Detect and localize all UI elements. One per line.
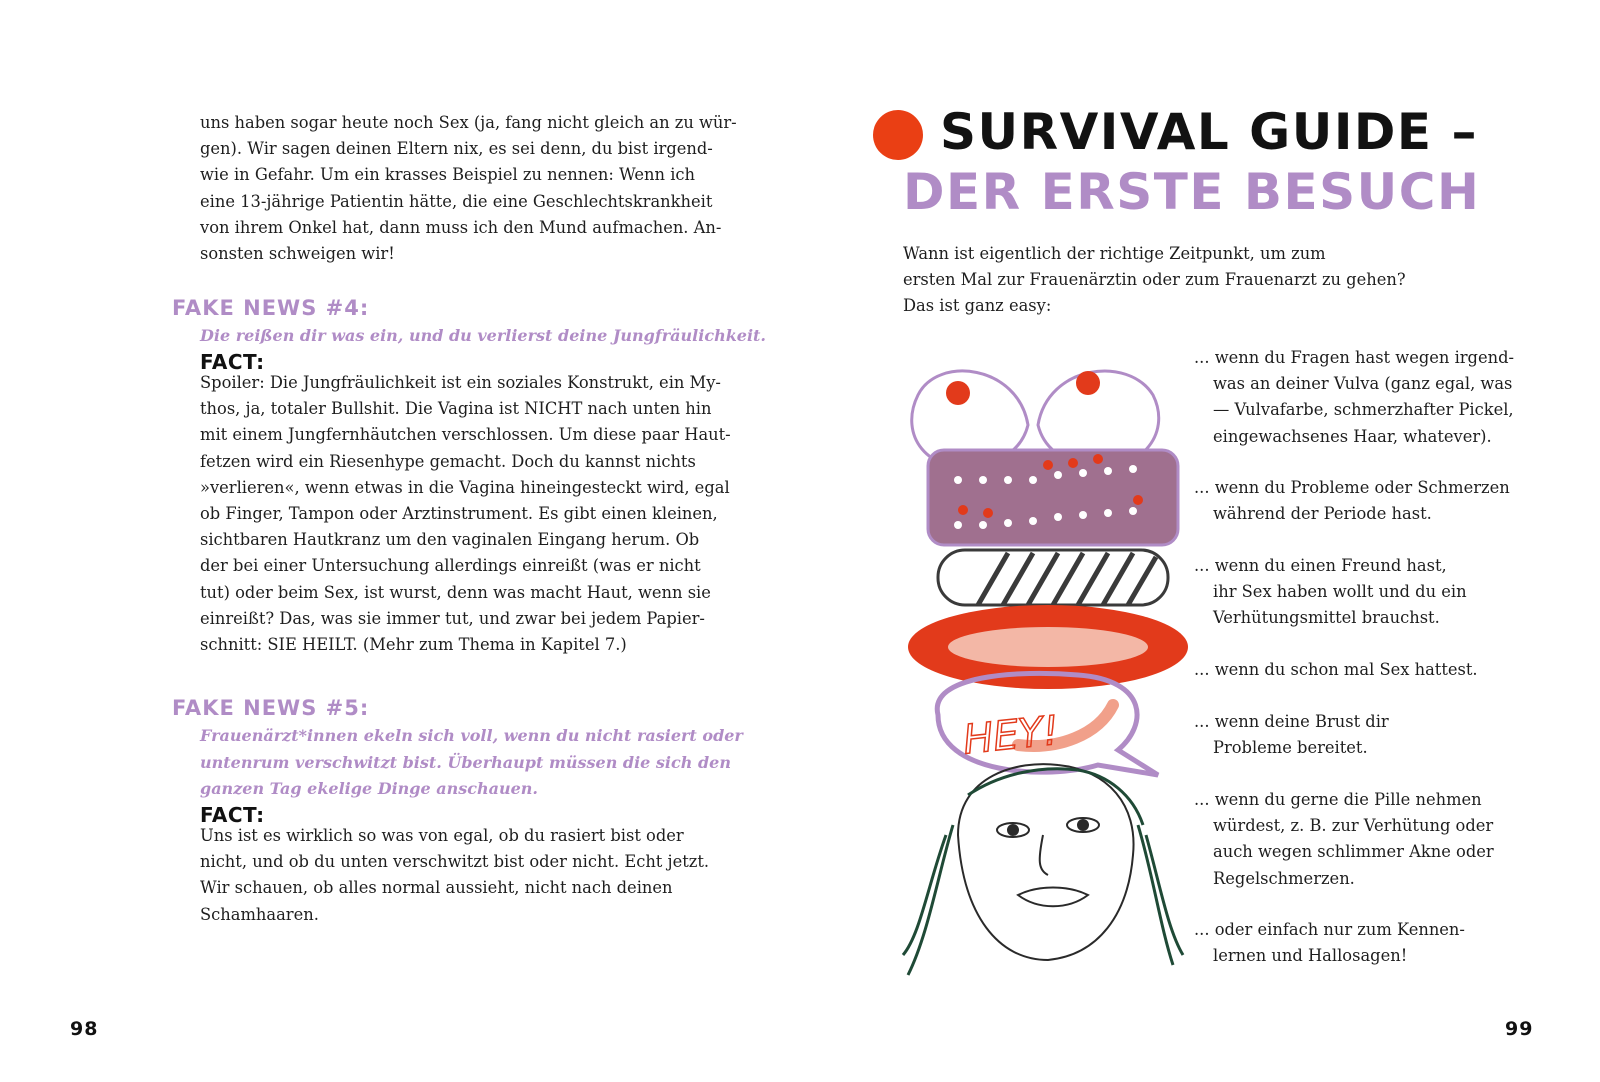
list-line: was an deiner Vulva (ganz egal, was	[1213, 374, 1513, 394]
fake-news-5-heading: FAKE NEWS #5:	[172, 696, 370, 720]
list-line: ... wenn du einen Freund hast,	[1194, 556, 1447, 575]
list-line: ... wenn du schon mal Sex hattest.	[1194, 660, 1478, 679]
face-features	[997, 818, 1099, 906]
page-number-left: 98	[70, 1018, 99, 1040]
illustration-hey-label: HEY!	[960, 707, 1062, 764]
nipple-shape	[1076, 371, 1100, 395]
text-line: nicht, und ob du unten verschwitzt bist oder nicht. Echt jetzt.	[200, 852, 710, 872]
vulva-inner-shape	[948, 627, 1148, 667]
text-line: »verlieren«, wenn etwas in die Vagina hineingesteckt wird, egal	[200, 477, 730, 497]
text-line: fetzen wird ein Riesenhype gemacht. Doch du kannst nichts	[200, 451, 696, 471]
text-line: gen). Wir sagen deinen Eltern nix, es sei denn, du bist irgend-	[200, 139, 713, 159]
title-dot-icon	[873, 110, 923, 160]
page-number-right: 99	[1505, 1018, 1534, 1040]
list-line: Regelschmerzen.	[1213, 868, 1355, 888]
text-line: Das ist ganz easy:	[903, 296, 1052, 316]
list-line: ... wenn du Probleme oder Schmerzen	[1194, 478, 1510, 497]
text-line: wie in Gefahr. Um ein krasses Beispiel zu nennen: Wenn ich	[200, 165, 696, 185]
fact-5-label: FACT:	[200, 803, 265, 827]
claim-line: Frauenärzt*innen ekeln sich voll, wenn du nicht rasiert oder	[200, 726, 743, 745]
text-line: sichtbaren Hautkranz um den vaginalen Eingang herum. Ob	[200, 530, 700, 550]
fake-news-4-claim	[200, 323, 766, 350]
face-outline-shape	[958, 764, 1134, 960]
list-line: würdest, z. B. zur Verhütung oder	[1213, 816, 1494, 836]
text-line: Wir schauen, ob alles normal aussieht, nicht nach deinen	[200, 878, 673, 898]
claim-line: Die reißen dir was ein, und du verlierst deine Jungfräulichkeit.	[200, 326, 766, 345]
list-line: Probleme bereitet.	[1213, 738, 1368, 758]
text-line: Spoiler: Die Jungfräulichkeit ist ein soziales Konstrukt, ein My-	[200, 373, 721, 392]
page-title-line2: DER ERSTE BESUCH	[903, 163, 1481, 221]
text-line: einreißt? Das, was sie immer tut, und zwar bei jedem Papier-	[200, 608, 705, 628]
list-line: während der Periode hast.	[1213, 504, 1432, 524]
list-line: — Vulvafarbe, schmerzhafter Pickel,	[1213, 400, 1514, 420]
page-title-line1: SURVIVAL GUIDE –	[940, 103, 1478, 161]
text-line: eine 13-jährige Patientin hätte, die eine Geschlechtskrankheit	[200, 191, 713, 211]
text-line: schnitt: SIE HEILT. (Mehr zum Thema in Kapitel 7.)	[200, 635, 627, 655]
text-line: sonsten schweigen wir!	[200, 244, 395, 264]
fact-4-paragraph	[200, 370, 731, 658]
list-line: eingewachsenes Haar, whatever).	[1213, 426, 1492, 446]
list-item	[1194, 917, 1465, 969]
text-line: mit einem Jungfernhäutchen verschlossen. Um diese paar Haut-	[200, 425, 731, 445]
text-line: uns haben sogar heute noch Sex (ja, fang nicht gleich an zu wür-	[200, 113, 737, 132]
list-line: ... oder einfach nur zum Kennen-	[1194, 920, 1465, 939]
list-item	[1194, 553, 1467, 632]
fake-news-4-heading: FAKE NEWS #4:	[172, 296, 370, 320]
nipple-shape	[946, 381, 970, 405]
list-line: auch wegen schlimmer Akne oder	[1213, 842, 1494, 862]
text-line: thos, ja, totaler Bullshit. Die Vagina ist NICHT nach unten hin	[200, 399, 712, 419]
list-line: ihr Sex haben wollt und du ein	[1213, 582, 1467, 602]
text-line: ob Finger, Tampon oder Arztinstrument. Es gibt einen kleinen,	[200, 504, 718, 524]
intro-paragraph	[200, 110, 737, 267]
list-item	[1194, 345, 1514, 450]
text-line: Wann ist eigentlich der richtige Zeitpunkt, um zum	[903, 244, 1326, 263]
list-line: Verhütungsmittel brauchst.	[1213, 608, 1440, 628]
illustration	[898, 355, 1188, 985]
text-line: ersten Mal zur Frauenärztin oder zum Frauenarzt zu gehen?	[903, 270, 1406, 290]
list-line: ... wenn du Fragen hast wegen irgend-	[1194, 348, 1515, 367]
fact-5-paragraph	[200, 823, 709, 928]
fact-4-label: FACT:	[200, 350, 265, 374]
list-line: ... wenn deine Brust dir	[1194, 712, 1389, 731]
list-line: ... wenn du gerne die Pille nehmen	[1194, 790, 1482, 809]
text-line: von ihrem Onkel hat, dann muss ich den Mund aufmachen. An-	[200, 217, 722, 237]
text-line: tut) oder beim Sex, ist wurst, denn was macht Haut, wenn sie	[200, 582, 711, 602]
survival-intro-paragraph	[903, 241, 1406, 320]
list-item	[1194, 657, 1478, 683]
claim-line: ganzen Tag ekelige Dinge anschauen.	[200, 779, 538, 798]
claim-line: untenrum verschwitzt bist. Überhaupt müssen die sich den	[200, 752, 731, 772]
list-item	[1194, 475, 1510, 527]
list-line: lernen und Hallosagen!	[1213, 946, 1408, 966]
text-line: Uns ist es wirklich so was von egal, ob du rasiert bist oder	[200, 826, 684, 845]
fake-news-5-claim	[200, 723, 743, 803]
list-item	[1194, 787, 1494, 892]
list-item	[1194, 709, 1389, 761]
text-line: der bei einer Untersuchung allerdings einreißt (was er nicht	[200, 556, 701, 576]
text-line: Schamhaaren.	[200, 904, 319, 924]
